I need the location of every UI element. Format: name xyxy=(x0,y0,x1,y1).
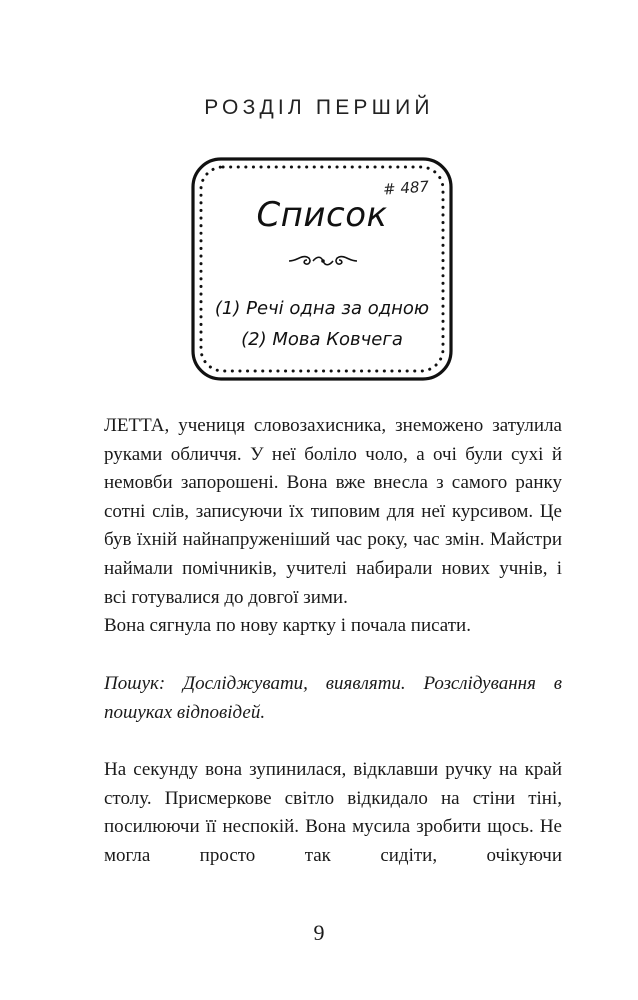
paragraph-4: На секунду вона зупинилася, відклавши ручку на край столу. Присмеркове світло відкидало на стіни тіні, посилюючи її неспокій. Вона мусила зробити щось. Не могла просто так сидіти, очікуючи xyxy=(104,759,562,866)
paragraph-1: ЛЕТТА, учениця словозахисника, знеможено затулила руками обличчя. У неї боліло чоло, а очі були сухі й немовби запорошені. Вона вже внесла з самого ранку сотні слів, записуючи їх типовим для неї курсивом. Це був їхній найнапруженіший час року, час змін. Майстри наймали помічників, учителі набирали нових учнів, і всі готувалися до довгої зими. xyxy=(104,415,562,608)
paragraph-2: Вона сягнула по нову картку і почала писати. xyxy=(104,615,471,636)
paragraph-1-block xyxy=(104,412,562,612)
chapter-heading: РОЗДІЛ ПЕРШИЙ xyxy=(204,96,434,119)
card-title: Список xyxy=(256,195,388,235)
card-item-1: (1) Речі одна за одною xyxy=(214,298,430,319)
page-number: 9 xyxy=(313,920,325,945)
paragraph-4-block xyxy=(104,756,562,870)
card-number: # 487 xyxy=(382,177,430,199)
list-card xyxy=(191,157,453,381)
card-item-2: (2) Мова Ковчега xyxy=(241,329,403,350)
ornament-flourish-icon xyxy=(287,252,359,270)
paragraph-3-block xyxy=(104,670,562,727)
paragraph-3: Пошук: Досліджувати, виявляти. Розслідування в пошуках відповідей. xyxy=(104,673,562,723)
paragraph-2-block xyxy=(104,612,562,641)
